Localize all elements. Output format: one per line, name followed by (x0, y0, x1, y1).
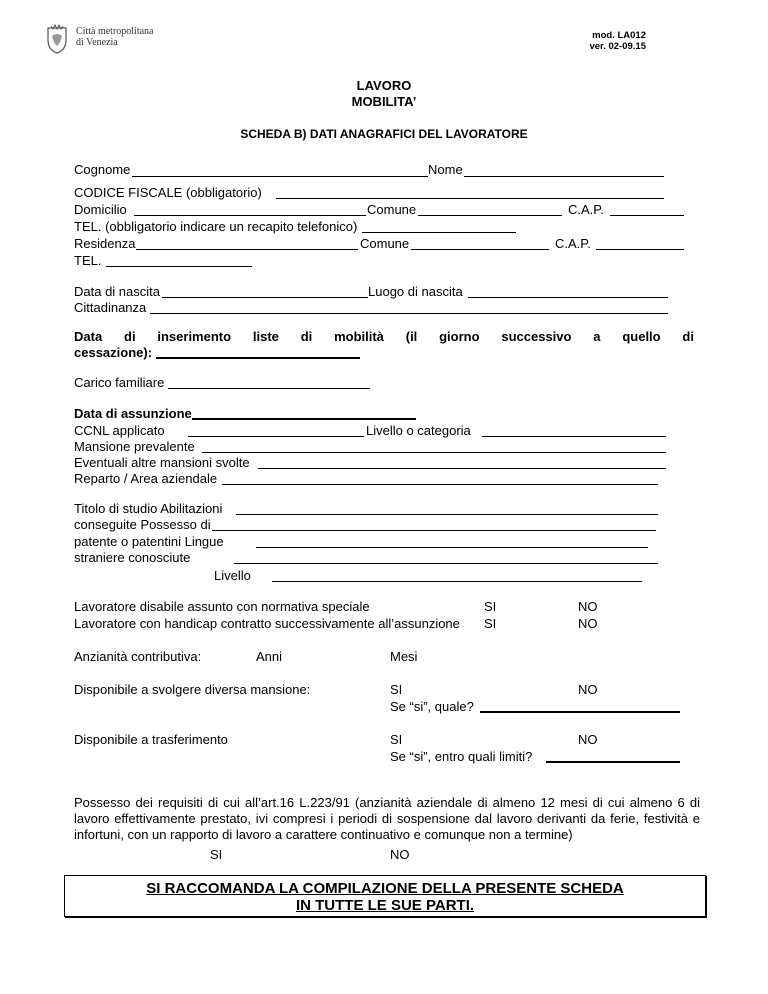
residenza-field[interactable] (136, 249, 358, 250)
label-cap-residenza: C.A.P. (555, 236, 591, 251)
possesso-field[interactable] (212, 530, 656, 531)
word-12: di (682, 329, 694, 344)
mansione-field[interactable] (202, 452, 666, 453)
handicap-si-option[interactable]: SI (484, 616, 497, 631)
tel-obbligatorio-field[interactable] (362, 232, 516, 233)
label-se-si-quale: Se “si”, quale? (390, 699, 474, 714)
label-mesi: Mesi (390, 649, 418, 664)
comune-residenza-field[interactable] (411, 249, 549, 250)
luogo-nascita-field[interactable] (468, 297, 668, 298)
label-diversa-mansione: Disponibile a svolgere diversa mansione: (74, 682, 311, 697)
word-3: inserimento (157, 329, 232, 344)
quale-field[interactable] (480, 711, 680, 713)
tel-field[interactable] (106, 266, 252, 267)
livello-field[interactable] (272, 581, 642, 582)
label-mansione: Mansione prevalente (74, 439, 195, 454)
city-name-line1: Città metropolitana (76, 26, 154, 37)
label-altre-mansioni: Eventuali altre mansioni svolte (74, 455, 250, 470)
label-data-nascita: Data di nascita (74, 284, 160, 299)
city-seal-logo (44, 24, 70, 54)
label-luogo-nascita: Luogo di nascita (368, 284, 463, 299)
ccnl-field[interactable] (188, 436, 364, 437)
label-se-si-limiti: Se “si”, entro quali limiti? (390, 749, 533, 764)
label-cognome: Cognome (74, 162, 131, 177)
disabile-si-option[interactable]: SI (484, 599, 497, 614)
cognome-field[interactable] (132, 176, 428, 177)
titolo-studio-field[interactable] (236, 514, 658, 515)
word-4: liste (252, 329, 279, 344)
trasferimento-no-option[interactable]: NO (578, 732, 598, 747)
title-mobilita: MOBILITA’ (351, 94, 417, 109)
label-nome: Nome (428, 162, 463, 177)
data-assunzione-field[interactable] (192, 418, 416, 420)
word-11: quello (622, 329, 661, 344)
label-trasferimento: Disponibile a trasferimento (74, 732, 228, 747)
handicap-no-option[interactable]: NO (578, 616, 598, 631)
recommendation-line2: IN TUTTE LE SUE PARTI. (295, 897, 475, 914)
section-title: SCHEDA B) DATI ANAGRAFICI DEL LAVORATORE (240, 127, 528, 141)
word-1: Data (74, 329, 103, 344)
requisiti-si-option[interactable]: SI (210, 847, 223, 862)
data-inserimento-field[interactable] (156, 357, 360, 359)
reparto-field[interactable] (222, 484, 658, 485)
title-lavoro: LAVORO (356, 78, 412, 93)
data-nascita-field[interactable] (162, 297, 368, 298)
mansione-no-option[interactable]: NO (578, 682, 598, 697)
version-number: ver. 02-09.15 (589, 41, 646, 52)
word-2: di (124, 329, 136, 344)
word-9: successivo (501, 329, 572, 344)
label-tel: TEL. (74, 253, 102, 268)
label-titolo-studio: Titolo di studio Abilitazioni (74, 501, 223, 516)
label-carico-familiare: Carico familiare (74, 375, 165, 390)
word-6: mobilità (334, 329, 384, 344)
label-livello-categoria: Livello o categoria (366, 423, 471, 438)
label-lingue: straniere conosciute (74, 550, 191, 565)
label-handicap: Lavoratore con handicap contratto successivamente all’assunzione (74, 616, 460, 631)
altre-mansioni-field[interactable] (258, 468, 666, 469)
word-8: giorno (439, 329, 480, 344)
disabile-no-option[interactable]: NO (578, 599, 598, 614)
form-code (560, 30, 646, 52)
limiti-field[interactable] (546, 761, 680, 763)
label-domicilio: Domicilio (74, 202, 127, 217)
comune-domicilio-field[interactable] (418, 215, 562, 216)
mansione-si-option[interactable]: SI (390, 682, 403, 697)
label-codice-fiscale: CODICE FISCALE (obbligatorio) (74, 185, 262, 200)
domicilio-field[interactable] (134, 215, 366, 216)
word-5: di (300, 329, 313, 344)
carico-familiare-field[interactable] (168, 388, 370, 389)
word-7: (il (405, 329, 418, 344)
label-livello: Livello (214, 568, 251, 583)
recommendation-line1: SI RACCOMANDA LA COMPILAZIONE DELLA PRESENTE SCHEDA (146, 880, 624, 897)
label-possesso: conseguite Possesso di (74, 517, 211, 532)
word-10: a (593, 329, 601, 344)
label-patente: patente o patentini Lingue (74, 534, 224, 549)
label-cittadinanza: Cittadinanza (74, 300, 147, 315)
label-residenza: Residenza (74, 236, 136, 251)
label-comune-domicilio: Comune (367, 202, 417, 217)
lingue-field[interactable] (234, 563, 658, 564)
label-cessazione: cessazione): (74, 345, 153, 360)
city-name (76, 26, 153, 48)
label-data-inserimento (74, 329, 694, 344)
label-ccnl: CCNL applicato (74, 423, 165, 438)
cap-residenza-field[interactable] (596, 249, 684, 250)
cittadinanza-field[interactable] (150, 313, 668, 314)
city-name-line2: di Venezia (76, 37, 118, 48)
requisiti-paragraph: Possesso dei requisiti di cui all’art.16 L.223/91 (anzianità aziendale di almeno 12 mesi di cui almeno 6 di lavoro effettivamente prestato, ivi compresi i periodi di sospensione dal lavoro derivanti da ferie, festività e infortuni, con un rapporto di lavoro a carattere continuativo e comunque non a termine) (74, 795, 700, 842)
codice-fiscale-field[interactable] (276, 198, 664, 199)
recommendation-box (64, 875, 706, 917)
label-cap-domicilio: C.A.P. (568, 202, 604, 217)
label-comune-residenza: Comune (360, 236, 410, 251)
nome-field[interactable] (464, 176, 664, 177)
requisiti-no-option[interactable]: NO (390, 847, 410, 862)
cap-domicilio-field[interactable] (610, 215, 684, 216)
label-anzianita: Anzianità contributiva: (74, 649, 202, 664)
label-reparto: Reparto / Area aziendale (74, 471, 218, 486)
mod-number: mod. LA012 (592, 30, 646, 41)
label-tel-obbligatorio: TEL. (obbligatorio indicare un recapito telefonico) (74, 219, 358, 234)
livello-categoria-field[interactable] (482, 436, 666, 437)
trasferimento-si-option[interactable]: SI (390, 732, 403, 747)
label-anni: Anni (256, 649, 283, 664)
label-data-assunzione: Data di assunzione (74, 406, 192, 421)
patente-field[interactable] (256, 547, 648, 548)
label-disabile: Lavoratore disabile assunto con normativa speciale (74, 599, 370, 614)
